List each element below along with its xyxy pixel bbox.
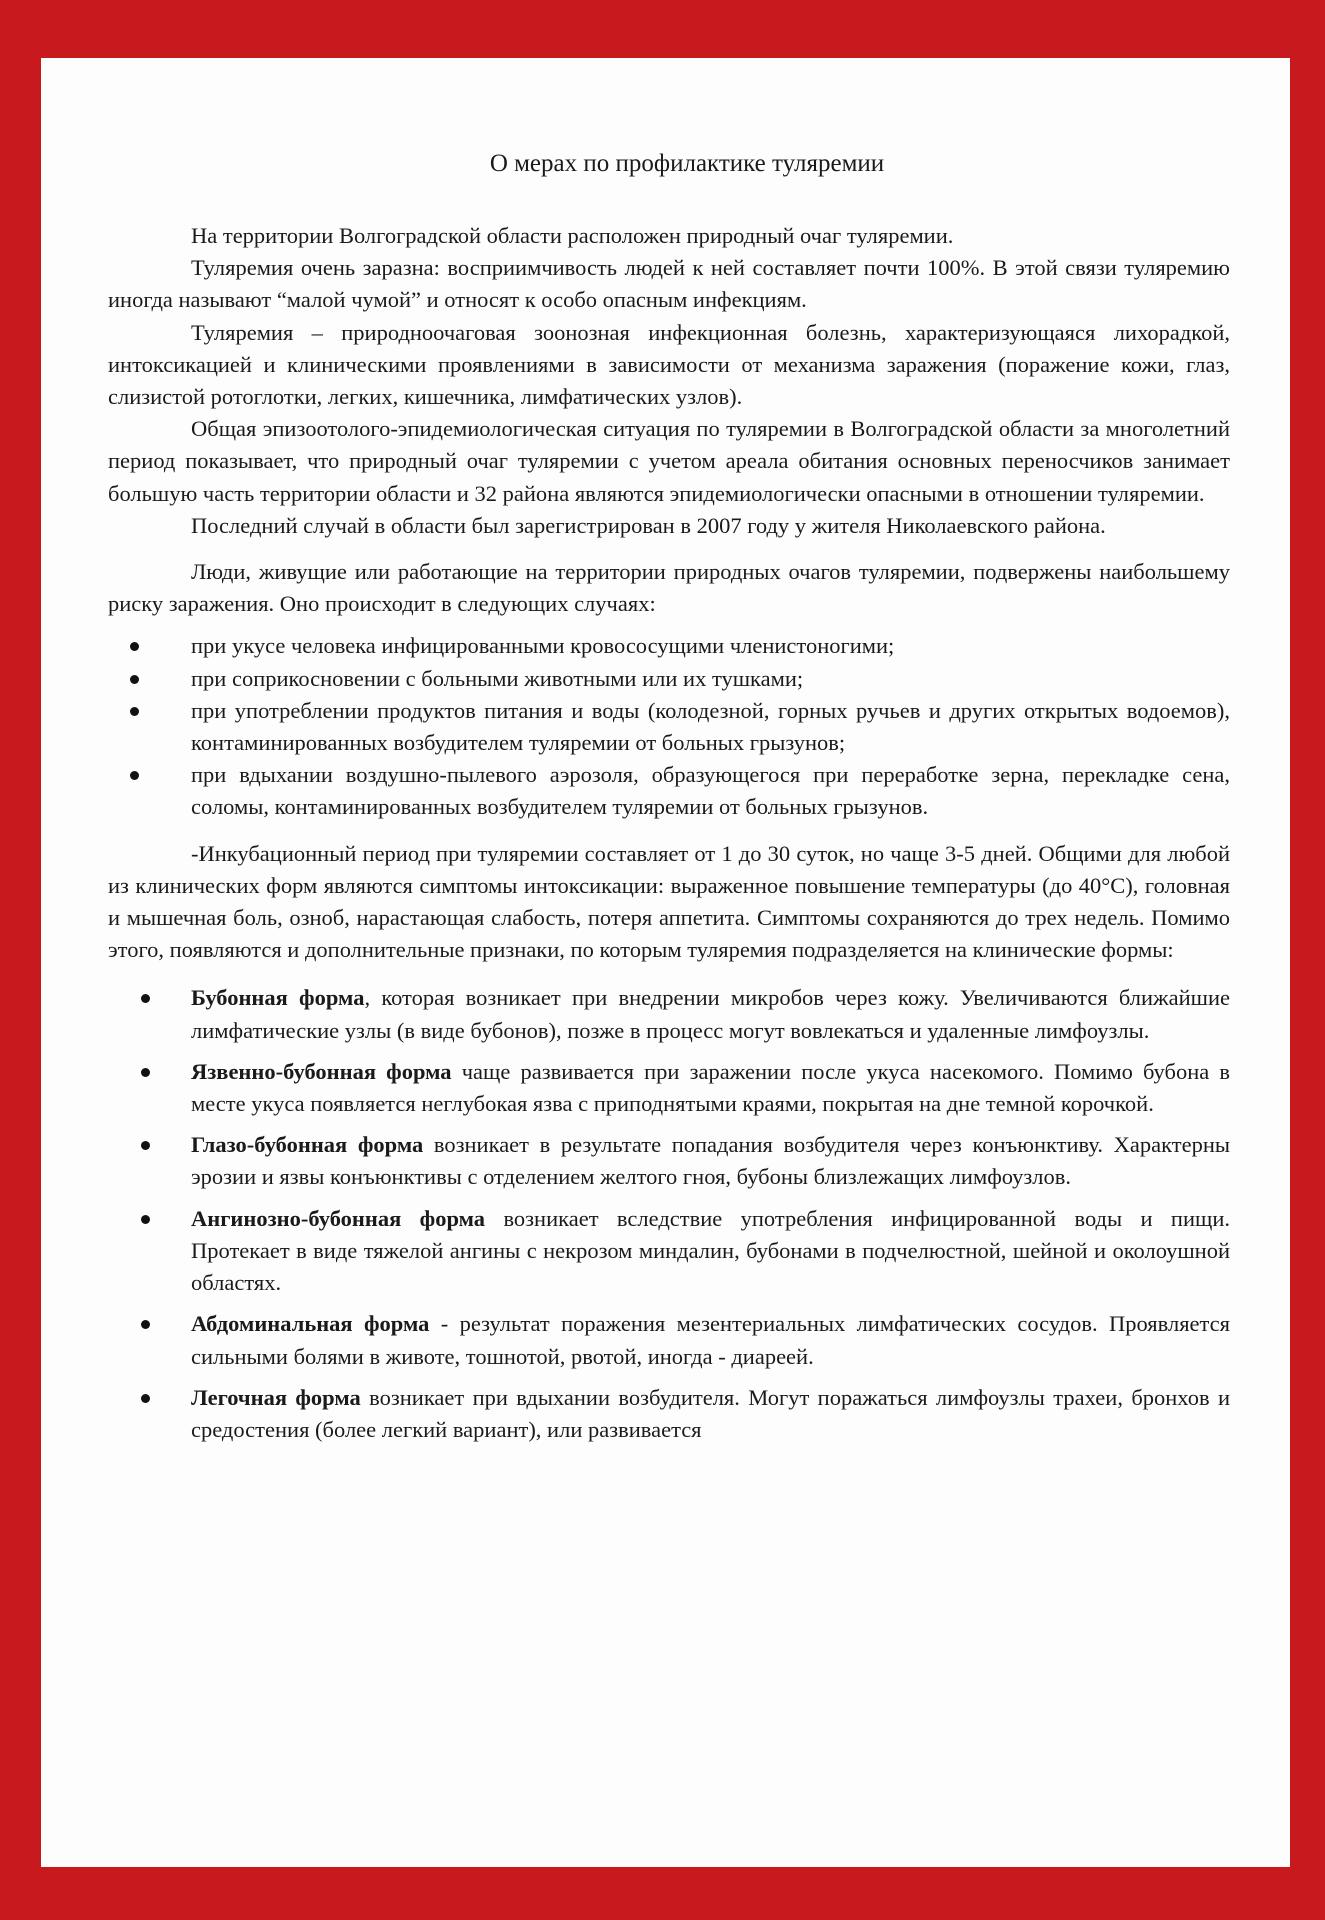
spacer <box>108 542 1230 556</box>
paragraph: На территории Волгоградской области расположен природный очаг туляремии. <box>191 223 954 248</box>
list-item <box>108 982 1230 1046</box>
form-description: возникает при вдыхании возбудителя. Могут поражаться лимфоузлы трахеи, бронхов и средостения (более легкий вариант), или развивается <box>191 1384 1230 1442</box>
list-item <box>108 1382 1230 1446</box>
form-name: Бубонная форма <box>191 985 365 1011</box>
bullet-icon <box>141 1320 150 1329</box>
form-name: Легочная форма <box>191 1384 361 1410</box>
list-item <box>108 630 1230 662</box>
bullet-icon <box>141 1068 150 1077</box>
paragraph: Общая эпизоотолого-эпидемиологическая ситуация по туляремии в Волгоградской области за многолетний период показывает, что природный очаг туляремии с учетом ареала обитания основных переносчиков занимает большую часть территории области и 32 района являются эпидемиологически опасными в отношении туляремии. <box>108 416 1230 506</box>
form-description: возникает вследствие употребления инфицированной воды и пищи. Протекает в виде тяжелой ангины с некрозом миндалин, бубонами в подчелюстной, шейной и околоушной областях. <box>191 1205 1231 1296</box>
list-item <box>108 695 1230 759</box>
list-item <box>108 663 1230 695</box>
form-description: , которая возникает при внедрении микробов через кожу. Увеличиваются ближайшие лимфатические узлы (в виде бубонов), позже в процесс могут вовлекаться и удаленные лимфоузлы. <box>191 985 1230 1043</box>
list-item-text: при употреблении продуктов питания и воды (колодезной, горных ручьев и других открытых водоемов), контаминированных возбудителем туляремии от больных грызунов; <box>191 697 1230 756</box>
bullet-icon <box>130 771 139 780</box>
risk-paragraph: Люди, живущие или работающие на территории природных очагов туляремии, подвержены наибольшему риску заражения. Оно происходит в следующих случаях: <box>108 559 1230 617</box>
infection-routes-list <box>108 630 1230 823</box>
list-item-text: при укусе человека инфицированными кровососущими членистоногими; <box>191 633 895 659</box>
list-item <box>108 1056 1230 1120</box>
list-item <box>108 1129 1230 1193</box>
paragraph: Последний случай в области был зарегистрирован в 2007 году у жителя Николаевского района. <box>191 512 1106 538</box>
bullet-icon <box>141 1394 150 1403</box>
spacer <box>108 824 1230 838</box>
list-item <box>108 1203 1230 1300</box>
list-item-text: при соприкосновении с больными животными или их тушками; <box>191 665 804 691</box>
bullet-icon <box>141 994 150 1003</box>
form-name: Язвенно-бубонная форма <box>191 1058 452 1084</box>
bullet-icon <box>130 675 139 684</box>
document-content <box>108 148 1230 1455</box>
bullet-icon <box>130 707 139 716</box>
form-name: Абдоминальная форма <box>191 1311 430 1337</box>
bullet-icon <box>130 642 139 651</box>
list-item <box>108 1308 1230 1372</box>
document-page <box>41 58 1290 1867</box>
incubation-paragraph: -Инкубационный период при туляремии составляет от 1 до 30 суток, но чаще 3-5 дней. Общими для любой из клинических форм являются симптомы интоксикации: выраженное повышение температуры (до 40°С), головная и мышечная боль, озноб, нарастающая слабость, потеря аппетита. Симптомы сохраняются до трех недель. Помимо этого, появляются и дополнительные признаки, по которым туляремия подразделяется на клинические формы: <box>108 840 1230 963</box>
paragraph: Туляремия очень заразна: восприимчивость людей к ней составляет почти 100%. В этой связи туляремию иногда называют “малой чумой” и относят к особо опасным инфекциям. <box>108 255 1230 313</box>
bullet-icon <box>141 1215 150 1224</box>
list-item-text: при вдыхании воздушно-пылевого аэрозоля, образующегося при переработке зерна, перекладке сена, соломы, контаминированных возбудителем туляремии от больных грызунов. <box>191 762 1230 820</box>
clinical-forms-list <box>108 982 1230 1446</box>
list-item <box>108 759 1230 823</box>
form-name: Ангинозно-бубонная форма <box>191 1205 486 1231</box>
form-description: возникает в результате попадания возбудителя через конъюнктиву. Характерны эрозии и язвы конъюнктивы с отделением желтого гноя, бубоны близлежащих лимфоузлов. <box>191 1132 1230 1190</box>
form-description: чаще развивается при заражении после укуса насекомого. Помимо бубона в месте укуса появляется неглубокая язва с приподнятыми краями, покрытая на дне темной корочкой. <box>191 1058 1230 1117</box>
form-name: Глазо-бубонная форма <box>191 1132 424 1158</box>
form-description: - результат поражения мезентериальных лимфатических сосудов. Проявляется сильными болями в животе, тошнотой, рвотой, иногда - диареей. <box>191 1311 1230 1369</box>
bullet-icon <box>141 1141 150 1150</box>
paragraph: Туляремия – природноочаговая зоонозная инфекционная болезнь, характеризующаяся лихорадкой, интоксикацией и клиническими проявлениями в зависимости от механизма заражения (поражение кожи, глаз, слизистой ротоглотки, легких, кишечника, лимфатических узлов). <box>108 319 1230 410</box>
document-title: О мерах по профилактике туляремии <box>489 150 885 177</box>
